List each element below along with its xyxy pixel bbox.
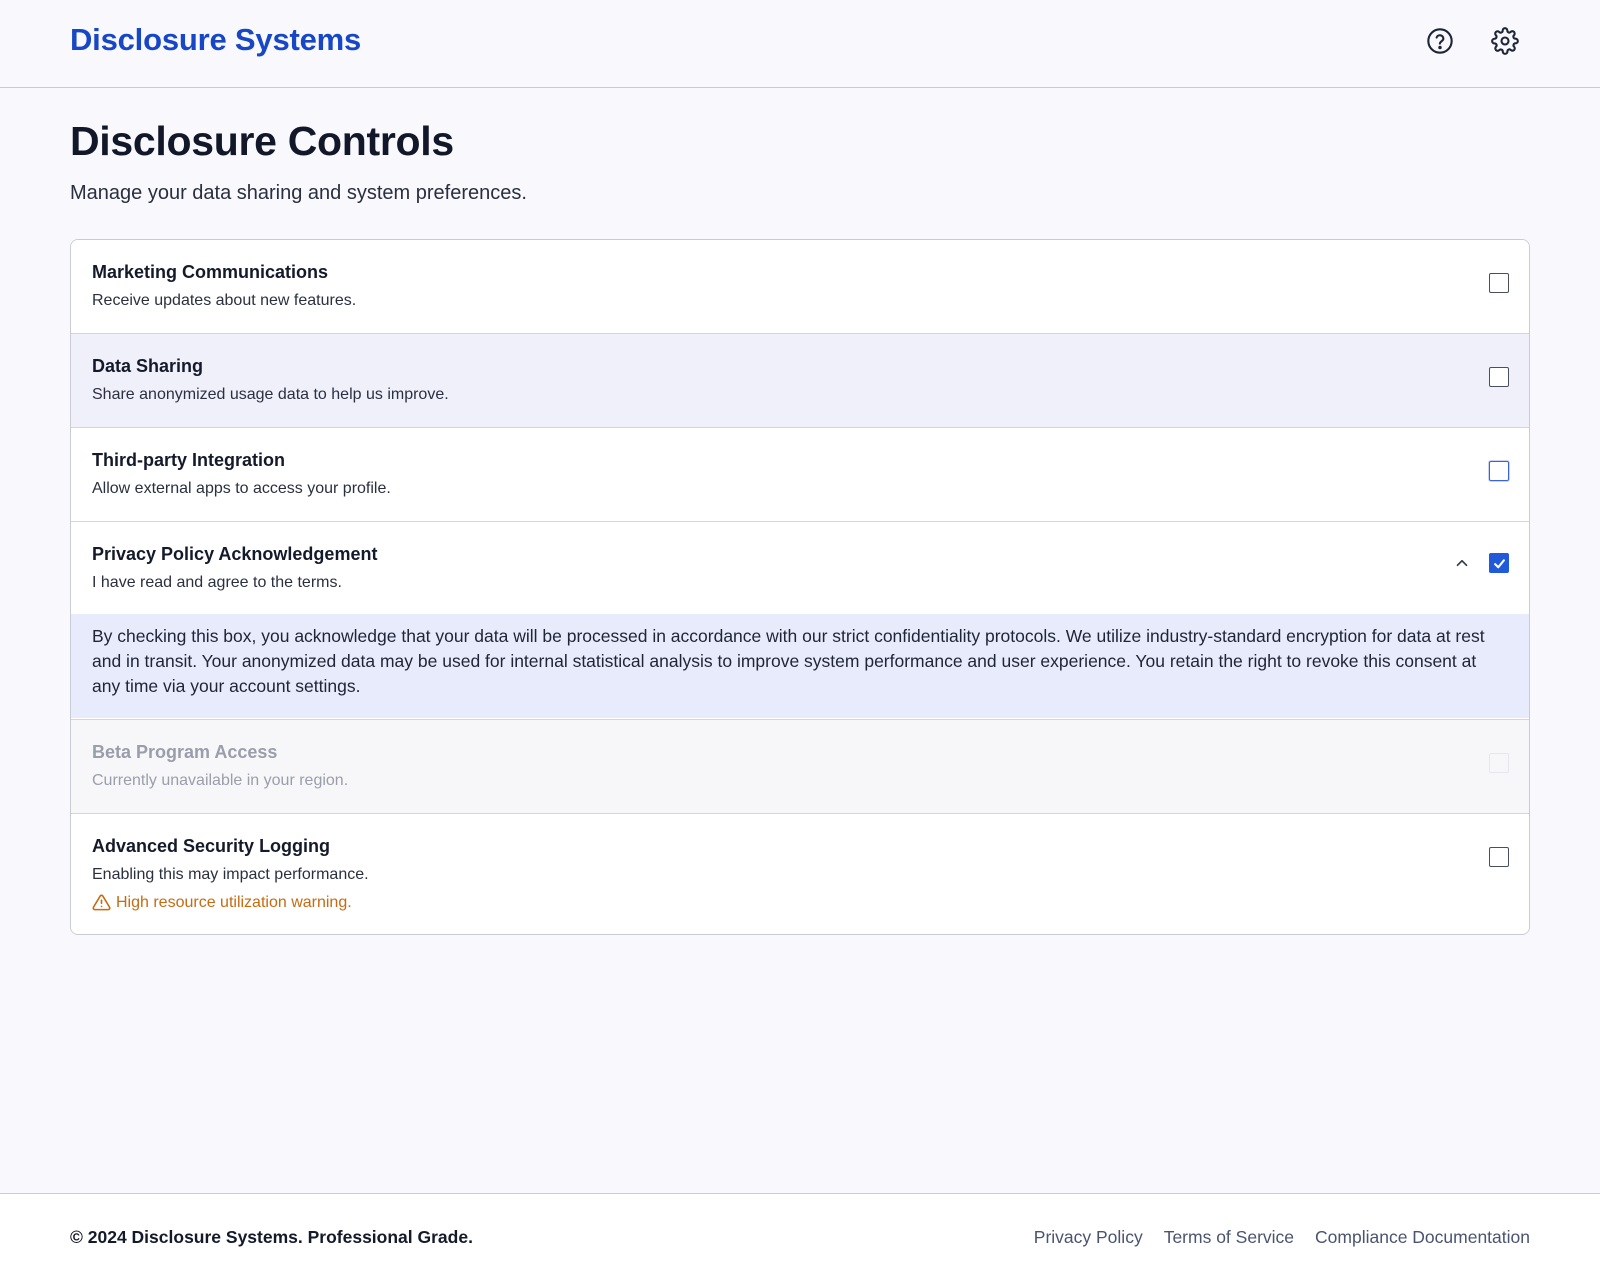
help-button[interactable] [1423, 24, 1457, 58]
setting-description: Currently unavailable in your region. [92, 772, 349, 789]
checkmark-icon [1492, 556, 1507, 571]
warning-triangle-icon [92, 893, 111, 912]
security-logging-checkbox[interactable] [1489, 847, 1509, 867]
data-sharing-checkbox[interactable] [1489, 367, 1509, 387]
beta-checkbox [1489, 753, 1509, 773]
setting-description: I have read and agree to the terms. [92, 574, 342, 591]
setting-row-data-sharing [71, 334, 1529, 428]
settings-button[interactable] [1488, 24, 1522, 58]
setting-row-beta [71, 720, 1529, 814]
help-circle-icon [1426, 27, 1454, 55]
privacy-policy-link[interactable]: Privacy Policy [1033, 1227, 1143, 1247]
setting-row-privacy-policy [71, 522, 1529, 720]
page-title: Disclosure Controls [70, 118, 454, 164]
settings-card [70, 239, 1530, 935]
collapse-toggle[interactable] [1451, 552, 1473, 574]
setting-description: Allow external apps to access your profile. [92, 480, 391, 497]
setting-title: Advanced Security Logging [92, 836, 331, 856]
footer [0, 1193, 1600, 1280]
setting-title: Privacy Policy Acknowledgement [92, 544, 378, 564]
setting-description: Share anonymized usage data to help us improve. [92, 386, 449, 403]
privacy-policy-details: By checking this box, you acknowledge that your data will be processed in accordance with our strict confidentiality protocols. We utilize industry-standard encryption for data at rest and in transit. Your anonymized data may be used for internal statistical analysis to improve system performance and user experience. You retain the right to revoke this consent at any time via your account settings. [71, 614, 1529, 718]
setting-row-marketing [71, 240, 1529, 334]
warning-text: High resource utilization warning. [116, 893, 352, 911]
warning-message [92, 893, 352, 912]
third-party-checkbox[interactable] [1489, 461, 1509, 481]
setting-description: Enabling this may impact performance. [92, 866, 369, 883]
setting-row-third-party [71, 428, 1529, 522]
privacy-policy-checkbox[interactable] [1489, 553, 1509, 573]
chevron-up-icon [1453, 554, 1471, 572]
gear-icon [1491, 27, 1519, 55]
brand-logo[interactable]: Disclosure Systems [70, 22, 362, 57]
page-subtitle: Manage your data sharing and system preferences. [70, 182, 527, 204]
setting-title: Data Sharing [92, 356, 204, 376]
top-bar [0, 0, 1600, 88]
compliance-documentation-link[interactable]: Compliance Documentation [1315, 1227, 1530, 1247]
copyright-text: © 2024 Disclosure Systems. Professional Grade. [70, 1227, 473, 1247]
setting-title: Beta Program Access [92, 742, 278, 762]
setting-title: Marketing Communications [92, 262, 329, 282]
setting-description: Receive updates about new features. [92, 292, 357, 309]
setting-title: Third-party Integration [92, 450, 285, 470]
marketing-checkbox[interactable] [1489, 273, 1509, 293]
terms-of-service-link[interactable]: Terms of Service [1163, 1227, 1295, 1247]
setting-row-security-logging [71, 814, 1529, 933]
footer-links [1034, 1227, 1530, 1248]
